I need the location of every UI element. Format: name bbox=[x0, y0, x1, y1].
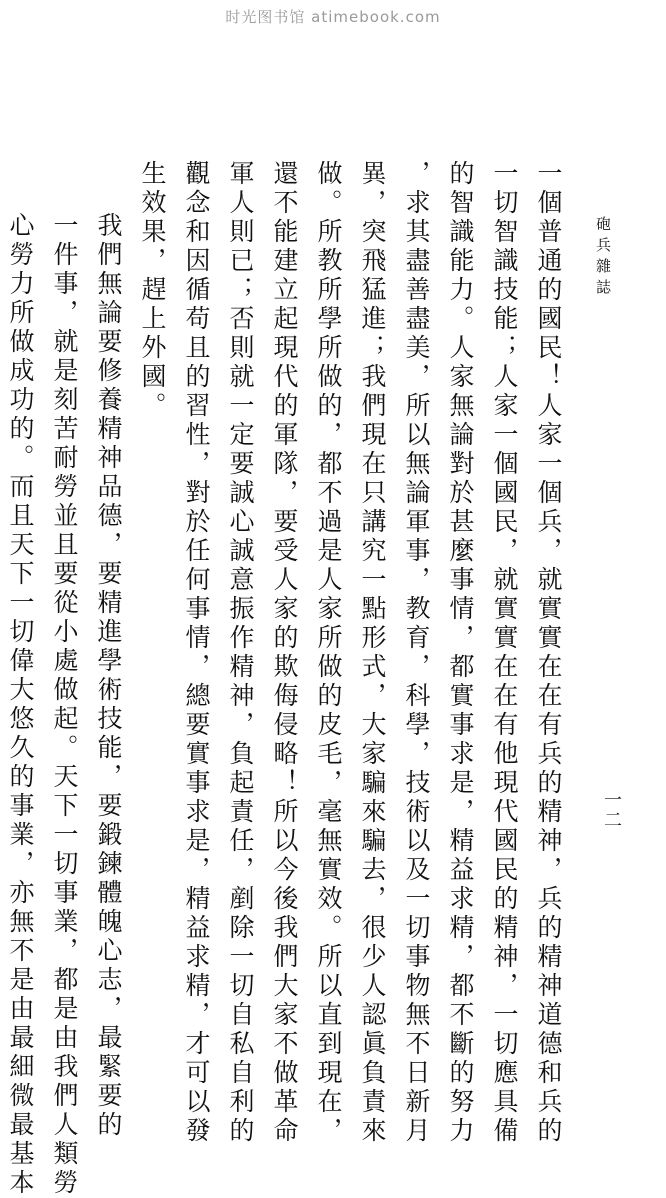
paragraph-2: 我們無論要修養精神品德，要精進學術技能，要鍛鍊體魄心志，最緊要的 一件事，就是刻苦耐勞並且要從小處做起。天下一切事業，都是由我們人類勞 心勞力所做成功的。而且天下一切偉大悠久的事業，亦無不是由最細微最基本 bbox=[6, 212, 123, 1198]
body-text bbox=[0, 160, 570, 1198]
paragraph-1: 一個普通的國民！人家一個兵，就實實在在有兵的精神，兵的精神道德和兵的 一切智識技能；人家一個國民，就實實在在有他現代國民的精神，一切應具備 的智識能力。人家無論對於甚麼事情，都實事求是，精益求精，都不斷的努力 ，求其盡善盡美，所以無論軍事，教育，科學，技術以及一切事物無不日新月 異，突飛猛進；我們現在只講究一點形式，大家騙來騙去，很少人認眞負責來 做。所教所學所做的，都不過是人家所做的皮毛，毫無實效。所以直到現在， 還不能建立起現代的軍隊，要受人家的欺侮侵略！所以今後我們大家不做革命 軍人則已；否則就一定要誠心誠意振作精神，負起責任，剷除一切自私自利的 觀念和因循苟且的習性，對於任何事情，總要實事求是，精益求精，才可以發 生效果，趕上外國。 bbox=[138, 160, 563, 1146]
watermark: 时光图书馆 atimebook.com bbox=[225, 8, 441, 26]
page-number: 一二 bbox=[601, 790, 622, 830]
running-head: 砲兵雜誌 bbox=[594, 216, 612, 300]
